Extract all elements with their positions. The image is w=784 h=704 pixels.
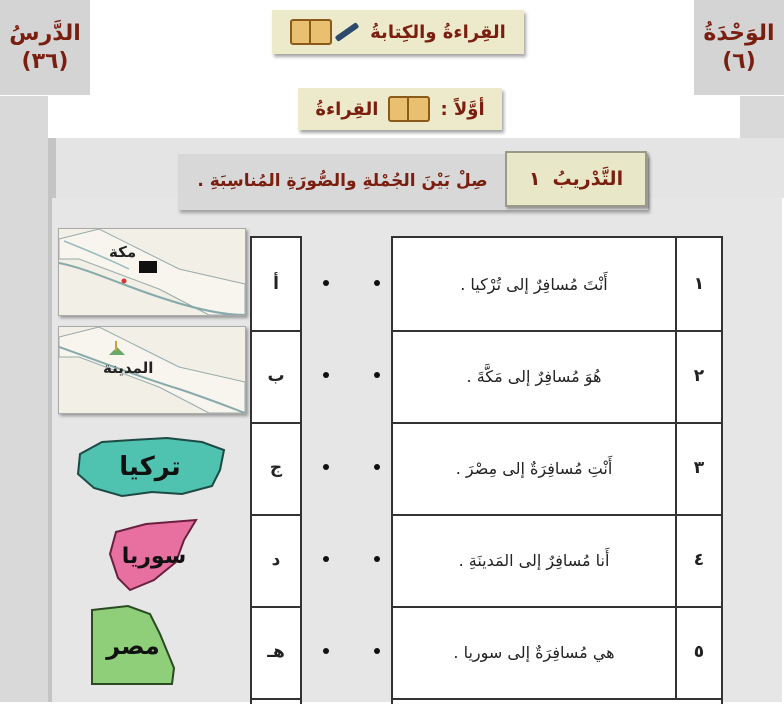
subsection-title: القِراءةُ — [315, 98, 379, 120]
country-label: تركيا — [119, 452, 181, 482]
match-dot-sentence[interactable] — [374, 280, 380, 286]
sentence-number: ٥ — [675, 606, 721, 698]
map-turkey-icon — [72, 434, 228, 500]
picture-letter: ج — [252, 422, 300, 516]
sentence-text: هي مُسافِرَةٌ إلى سوريا . — [453, 642, 615, 662]
picture-letter-column — [250, 236, 302, 704]
unit-label: الوَحْدَةُ — [703, 20, 775, 46]
match-dot-sentence[interactable] — [374, 556, 380, 562]
picture-letter: هـ — [252, 606, 300, 700]
sentence-table — [391, 236, 723, 704]
section-title: القِراءةُ والكِتابةُ — [370, 21, 506, 43]
unit-number: (٦) — [722, 48, 756, 74]
match-dot-sentence[interactable] — [374, 648, 380, 654]
sentence-text: أَنْتِ مُسافِرَةٌ إلى مِصْرَ . — [455, 458, 613, 478]
map-label: مكة — [109, 243, 137, 261]
map-syria-icon — [106, 518, 202, 594]
sentence-row — [393, 238, 721, 332]
sentence-text: أَنا مُسافِرٌ إلى المَدينَةِ . — [458, 550, 610, 570]
book-icon — [290, 19, 332, 45]
lesson-box — [0, 0, 90, 95]
sentence-number: ٤ — [675, 514, 721, 606]
picture-letter: د — [252, 514, 300, 608]
match-dot-picture[interactable] — [323, 648, 329, 654]
country-label: سوريا — [121, 543, 187, 569]
sentence-row — [393, 330, 721, 424]
exercise-label: التَّدْريبُ — [552, 168, 624, 190]
sentence-row — [393, 606, 721, 700]
section-banner — [272, 10, 524, 54]
sentence-text: أَنْتَ مُسافِرٌ إلى تُرْكيا . — [460, 274, 608, 294]
match-dot-picture[interactable] — [323, 280, 329, 286]
match-dot-sentence[interactable] — [374, 372, 380, 378]
exercise-number: ١ — [528, 168, 541, 190]
match-dot-picture[interactable] — [323, 556, 329, 562]
subsection-prefix: أوَّلاً : — [440, 98, 485, 120]
sentence-row — [393, 422, 721, 516]
sentence-row — [393, 514, 721, 608]
sentence-text: هُوَ مُسافِرٌ إلى مَكَّةَ . — [466, 366, 602, 386]
exercise-label-box — [505, 151, 647, 207]
unit-box — [694, 0, 784, 95]
map-label: المدينة — [103, 359, 154, 377]
pen-icon — [335, 22, 360, 42]
subsection-banner — [298, 88, 502, 130]
sentence-number: ١ — [675, 238, 721, 330]
exercise-instruction: صِلْ بَيْنَ الجُمْلةِ والصُّورَةِ المُناسِبَةِ . — [197, 171, 488, 191]
match-dot-sentence[interactable] — [374, 464, 380, 470]
map-madinah-icon — [58, 326, 246, 414]
sentence-number: ٣ — [675, 422, 721, 514]
map-makkah-icon — [58, 228, 246, 316]
picture-letter: ب — [252, 330, 300, 424]
sentence-number: ٢ — [675, 330, 721, 422]
page-frame-left — [0, 96, 48, 702]
picture-letter: أ — [252, 238, 300, 332]
book-icon — [388, 96, 430, 122]
match-dot-picture[interactable] — [323, 372, 329, 378]
match-dot-picture[interactable] — [323, 464, 329, 470]
lesson-number: (٣٦) — [21, 48, 69, 74]
lesson-label: الدَّرسُ — [9, 20, 81, 46]
country-label: مصر — [106, 632, 160, 660]
map-egypt-icon — [88, 604, 178, 688]
